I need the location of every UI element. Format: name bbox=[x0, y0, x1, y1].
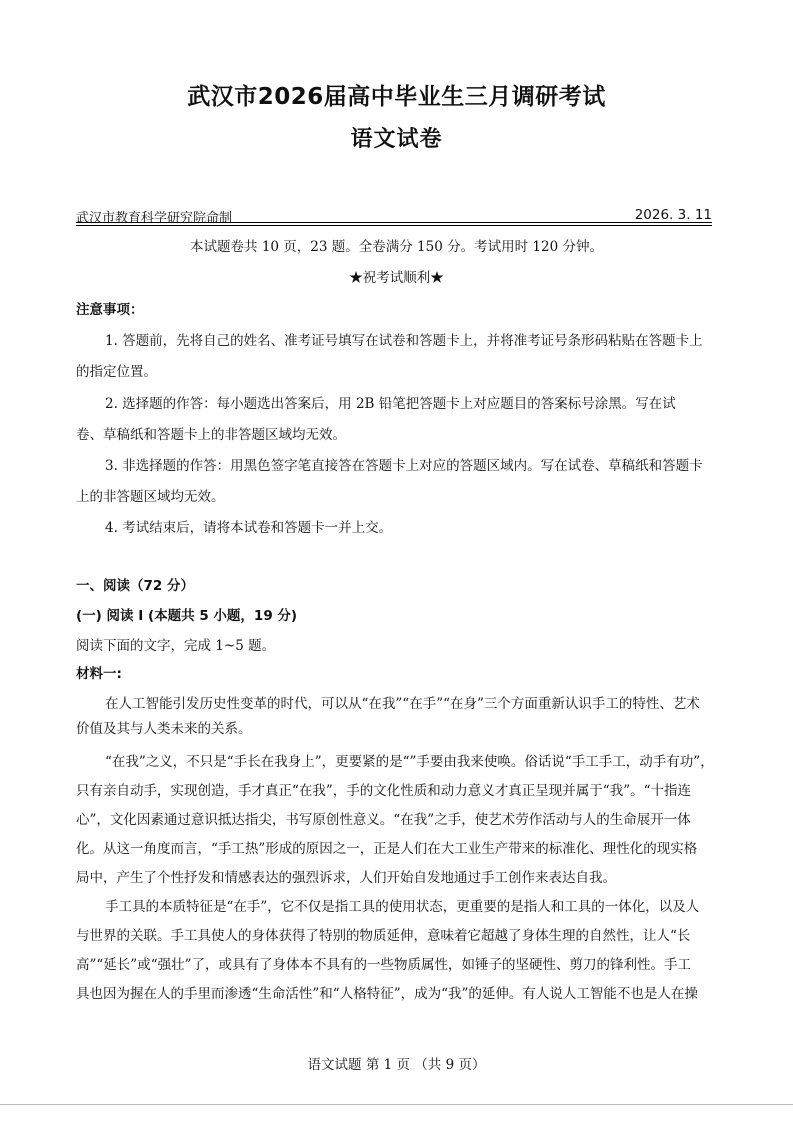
section-heading: 一、阅读（72 分） bbox=[76, 578, 194, 594]
body-line: 化。从这一角度而言，“手工热”形成的原因之一，正是人们在大工业生产带来的标准化、理性化的现实格 bbox=[76, 841, 698, 857]
notice-line: 上的非答题区域均无效。 bbox=[76, 489, 225, 505]
body-line: 局中，产生了个性抒发和情感表达的强烈诉求，人们开始自发地通过手工创作来表达自我。 bbox=[76, 870, 616, 886]
notice-heading: 注意事项： bbox=[76, 302, 144, 318]
material-label: 材料一: bbox=[76, 666, 122, 682]
issuer: 武汉市教育科学研究院命制 bbox=[76, 211, 233, 226]
exam-info: 本试题卷共 10 页，23 题。全卷满分 150 分。考试用时 120 分钟。 bbox=[190, 239, 603, 255]
body-line: 在人工智能引发历史性变革的时代，可以从“在我”“在手”“在身”三个方面重新认识手工的特性、艺术 bbox=[105, 696, 700, 712]
subsection-heading: (一) 阅读 I (本题共 5 小题，19 分) bbox=[76, 608, 298, 624]
body-line: 手工具的本质特征是“在手”，它不仅是指工具的使用状态，更重要的是指人和工具的一体化，以及人 bbox=[105, 899, 700, 915]
body-line: “在我”之义，不只是“手长在我身上”，更要紧的是“”手要由我来使唤。俗话说“手工手工，动手有功”， bbox=[105, 754, 714, 770]
body-line: 与世界的关联。手工具使人的身体获得了特别的物质延伸，意味着它超越了身体生理的自然性，让人“长 bbox=[76, 928, 691, 944]
body-line: 高”“延长”或“强壮”了，或具有了身体本不具有的一些物质属性，如锤子的坚硬性、剪刀的锋利性。手工 bbox=[76, 957, 692, 973]
exam-subtitle: 语文试卷 bbox=[350, 127, 443, 152]
notice-line: 3. 非选择题的作答：用黑色签字笔直接答在答题卡上对应的答题区域内。写在试卷、草稿纸和答题卡 bbox=[105, 458, 703, 474]
body-line: 价值及其与人类未来的关系。 bbox=[76, 721, 252, 737]
good-luck: ★祝考试顺利★ bbox=[349, 270, 444, 286]
issuer-row bbox=[76, 207, 712, 226]
exam-date: 2026. 3. 11 bbox=[634, 207, 712, 223]
bottom-divider bbox=[0, 1104, 793, 1105]
page-footer: 语文试题 第 1 页 （共 9 页） bbox=[307, 1057, 486, 1073]
notice-line: 的指定位置。 bbox=[76, 364, 157, 380]
notice-line: 4. 考试结束后，请将本试卷和答题卡一并上交。 bbox=[105, 520, 393, 536]
notice-line: 2. 选择题的作答：每小题选出答案后，用 2B 铅笔把答题卡上对应题目的答案标号涂黑。写在试 bbox=[105, 396, 676, 412]
notice-line: 卷、草稿纸和答题卡上的非答题区域均无效。 bbox=[76, 427, 346, 443]
body-line: 只有亲自动手，实现创造，手才真正“在我”，手的文化性质和动力意义才真正呈现并属于“我”。“十指连 bbox=[76, 783, 692, 799]
notice-line: 1. 答题前，先将自己的姓名、准考证号填写在试卷和答题卡上，并将准考证号条形码粘贴在答题卡上 bbox=[105, 333, 703, 349]
body-line: 具也因为握在人的手里而渗透“生命活性”和“人格特征”，成为“我”的延伸。有人说人工智能不也是人在操 bbox=[76, 986, 698, 1002]
reading-instruction: 阅读下面的文字，完成 1~5 题。 bbox=[76, 638, 276, 654]
exam-title: 武汉市2026届高中毕业生三月调研考试 bbox=[187, 84, 606, 110]
body-line: 心”，文化因素通过意识抵达指尖，书写原创性意义。“在我”之手，使艺术劳作活动与人的生命展开一体 bbox=[76, 812, 691, 828]
